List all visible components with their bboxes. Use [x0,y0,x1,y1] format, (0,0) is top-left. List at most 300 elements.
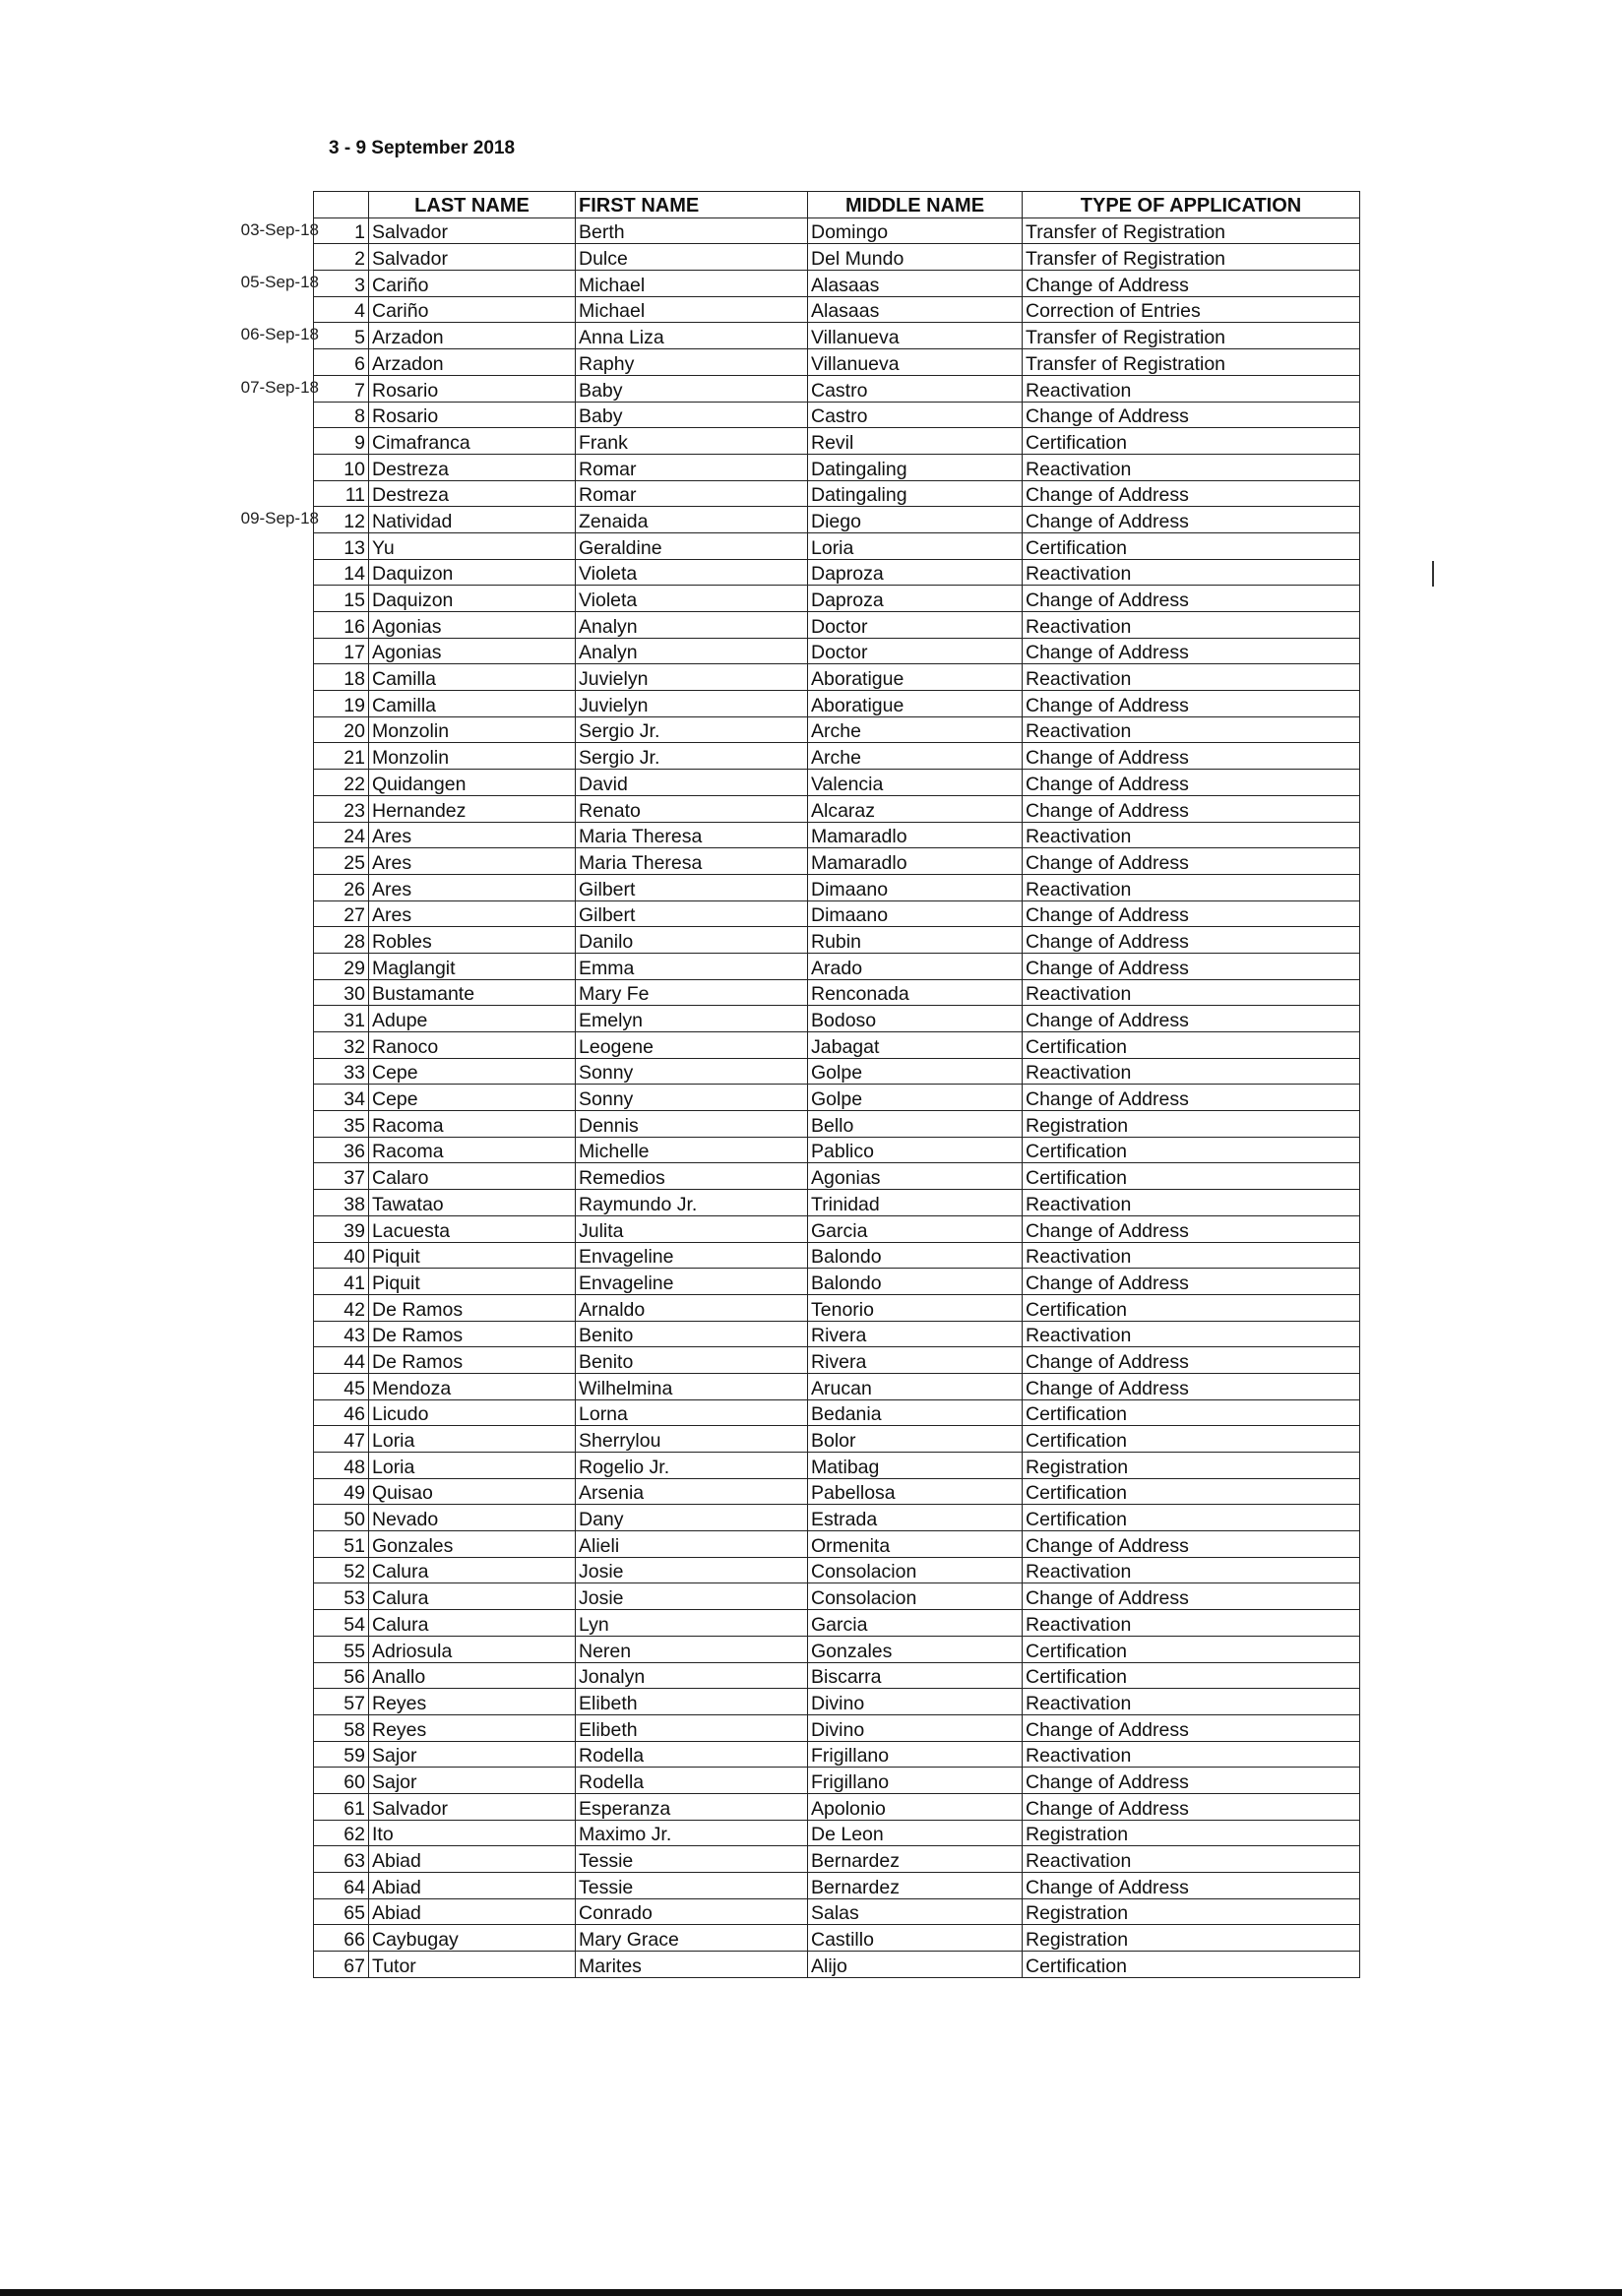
table-row [314,1453,1360,1479]
cell-middle-name: Tenorio [808,1294,1023,1321]
cell-row-number: 15 [314,586,369,612]
cell-application-type: Reactivation [1023,664,1360,691]
table-row [314,1163,1360,1190]
cell-middle-name: Aboratigue [808,664,1023,691]
cell-first-name: Josie [576,1583,808,1610]
cell-first-name: Zenaida [576,507,808,533]
table-row [314,1714,1360,1741]
table-row [314,1846,1360,1873]
cell-middle-name: Alijo [808,1952,1023,1978]
table-row [314,1741,1360,1768]
table-row [314,612,1360,639]
cell-last-name: Ares [369,848,576,875]
cell-middle-name: Divino [808,1689,1023,1715]
cell-row-number: 60 [314,1768,369,1794]
cell-first-name: Elibeth [576,1714,808,1741]
cell-application-type: Certification [1023,1662,1360,1689]
cell-application-type: Reactivation [1023,1242,1360,1269]
cell-last-name: Tutor [369,1952,576,1978]
cell-middle-name: Agonias [808,1163,1023,1190]
cell-middle-name: Del Mundo [808,244,1023,271]
table-row [314,874,1360,900]
header-last-name: LAST NAME [369,192,576,218]
cell-application-type: Reactivation [1023,1190,1360,1216]
row-date [224,1346,321,1373]
cell-first-name: Maximo Jr. [576,1820,808,1846]
cell-row-number: 30 [314,979,369,1006]
cell-first-name: Lyn [576,1610,808,1637]
cell-row-number: 8 [314,402,369,428]
cell-first-name: Analyn [576,638,808,664]
header-number [314,192,369,218]
cell-first-name: Rodella [576,1741,808,1768]
row-date [224,1031,321,1058]
cell-row-number: 65 [314,1898,369,1925]
cell-last-name: Racoma [369,1137,576,1163]
table-row [314,638,1360,664]
row-date [224,742,321,769]
cell-application-type: Registration [1023,1820,1360,1846]
cell-first-name: Analyn [576,612,808,639]
cell-middle-name: Salas [808,1898,1023,1925]
table-row [314,1242,1360,1269]
row-date [224,1478,321,1505]
cell-first-name: Leogene [576,1032,808,1059]
cell-last-name: Bustamante [369,979,576,1006]
cell-application-type: Change of Address [1023,271,1360,297]
cell-last-name: Rosario [369,375,576,402]
row-date [224,690,321,716]
cell-first-name: Baby [576,402,808,428]
cell-row-number: 4 [314,296,369,323]
cell-application-type: Reactivation [1023,1610,1360,1637]
table-row [314,428,1360,455]
cell-last-name: Cepe [369,1085,576,1111]
cell-application-type: Registration [1023,1898,1360,1925]
cell-last-name: Cepe [369,1058,576,1085]
cell-middle-name: Alcaraz [808,795,1023,822]
cell-middle-name: Pabellosa [808,1478,1023,1505]
cell-first-name: Anna Liza [576,323,808,349]
row-date [224,243,321,270]
cell-application-type: Transfer of Registration [1023,217,1360,244]
table-row [314,664,1360,691]
cell-last-name: Reyes [369,1714,576,1741]
cell-application-type: Change of Address [1023,402,1360,428]
cell-row-number: 28 [314,927,369,954]
cell-last-name: Ares [369,822,576,848]
cell-first-name: Gilbert [576,900,808,927]
cell-row-number: 57 [314,1689,369,1715]
table-row [314,848,1360,875]
row-date [224,1688,321,1714]
cell-first-name: Wilhelmina [576,1373,808,1399]
row-date: 03-Sep-18 [240,219,319,239]
cell-middle-name: Doctor [808,638,1023,664]
cell-first-name: Renato [576,795,808,822]
table-row [314,1557,1360,1583]
cell-row-number: 23 [314,795,369,822]
cell-first-name: Benito [576,1321,808,1347]
table-row [314,1820,1360,1846]
cell-middle-name: Renconada [808,979,1023,1006]
cell-row-number: 34 [314,1085,369,1111]
cell-application-type: Registration [1023,1111,1360,1138]
cell-row-number: 49 [314,1478,369,1505]
cell-middle-name: Consolacion [808,1557,1023,1583]
table-row [314,1583,1360,1610]
table-row [314,953,1360,979]
cell-last-name: Adupe [369,1006,576,1032]
cell-first-name: Emelyn [576,1006,808,1032]
cell-last-name: De Ramos [369,1321,576,1347]
cell-last-name: Calura [369,1583,576,1610]
cell-application-type: Certification [1023,1505,1360,1531]
cell-last-name: Salvador [369,244,576,271]
table-row [314,375,1360,402]
table-row [314,691,1360,717]
row-date [224,296,321,323]
cell-last-name: Calaro [369,1163,576,1190]
row-date: 09-Sep-18 [240,509,319,528]
row-date [224,1845,321,1872]
cell-middle-name: Arche [808,743,1023,770]
cell-last-name: Daquizon [369,586,576,612]
cell-row-number: 22 [314,770,369,796]
table-row [314,1294,1360,1321]
cell-middle-name: Garcia [808,1610,1023,1637]
cell-last-name: Abiad [369,1873,576,1899]
row-date [224,1189,321,1215]
table-row [314,1531,1360,1558]
cell-middle-name: Estrada [808,1505,1023,1531]
cell-last-name: Salvador [369,1793,576,1820]
cell-first-name: Gilbert [576,874,808,900]
table-row [314,716,1360,743]
row-date [224,953,321,979]
cell-first-name: Lorna [576,1399,808,1426]
table-header-row [314,192,1360,218]
cell-last-name: Tawatao [369,1190,576,1216]
cell-application-type: Reactivation [1023,716,1360,743]
cell-middle-name: Domingo [808,217,1023,244]
cell-first-name: Geraldine [576,532,808,559]
cell-middle-name: Datingaling [808,454,1023,480]
cell-middle-name: Aboratigue [808,691,1023,717]
cell-middle-name: Dimaano [808,874,1023,900]
cell-application-type: Change of Address [1023,586,1360,612]
row-date [224,1898,321,1925]
cell-row-number: 66 [314,1925,369,1952]
row-date [224,716,321,743]
cell-last-name: Mendoza [369,1373,576,1399]
cell-row-number: 62 [314,1820,369,1846]
cell-row-number: 52 [314,1557,369,1583]
cell-last-name: Adriosula [369,1636,576,1662]
cell-first-name: David [576,770,808,796]
cell-last-name: Caybugay [369,1925,576,1952]
cell-row-number: 39 [314,1215,369,1242]
row-date [224,1530,321,1557]
cell-middle-name: Revil [808,428,1023,455]
cell-last-name: Natividad [369,507,576,533]
row-date [224,1162,321,1189]
cell-last-name: Arzadon [369,349,576,376]
table-row [314,1898,1360,1925]
date-header-spacer [224,191,321,217]
table-row [314,1478,1360,1505]
cell-application-type: Change of Address [1023,638,1360,664]
cell-first-name: Elibeth [576,1689,808,1715]
cell-first-name: Neren [576,1636,808,1662]
row-date [224,427,321,454]
cell-row-number: 56 [314,1662,369,1689]
cell-application-type: Certification [1023,1032,1360,1059]
cell-row-number: 35 [314,1111,369,1138]
cell-row-number: 5 [314,323,369,349]
row-date [224,822,321,848]
row-date [224,1767,321,1793]
cell-last-name: Reyes [369,1689,576,1715]
cell-row-number: 37 [314,1163,369,1190]
cell-first-name: Rogelio Jr. [576,1453,808,1479]
cell-last-name: Camilla [369,691,576,717]
table-row [314,1190,1360,1216]
registration-table [313,191,1360,1978]
table-row [314,1426,1360,1453]
cell-application-type: Change of Address [1023,1269,1360,1295]
row-date [224,663,321,690]
cell-middle-name: Trinidad [808,1190,1023,1216]
cell-application-type: Certification [1023,1137,1360,1163]
cell-last-name: Sajor [369,1741,576,1768]
row-date [224,1924,321,1951]
cell-application-type: Reactivation [1023,1689,1360,1715]
cell-middle-name: Arche [808,716,1023,743]
cell-middle-name: Bernardez [808,1846,1023,1873]
cell-middle-name: Arado [808,953,1023,979]
cell-last-name: Nevado [369,1505,576,1531]
cell-middle-name: Castro [808,375,1023,402]
cell-middle-name: Apolonio [808,1793,1023,1820]
row-date [224,1137,321,1163]
cell-last-name: Cariño [369,271,576,297]
cell-application-type: Change of Address [1023,900,1360,927]
cell-middle-name: Rivera [808,1321,1023,1347]
cell-application-type: Reactivation [1023,979,1360,1006]
cell-middle-name: Villanueva [808,323,1023,349]
cell-first-name: Arsenia [576,1478,808,1505]
cell-row-number: 50 [314,1505,369,1531]
table-row [314,1347,1360,1374]
cell-middle-name: Balondo [808,1269,1023,1295]
cell-first-name: Baby [576,375,808,402]
cell-last-name: Destreza [369,480,576,507]
cell-application-type: Certification [1023,1426,1360,1453]
cell-application-type: Registration [1023,1453,1360,1479]
cell-middle-name: Garcia [808,1215,1023,1242]
table-row [314,1952,1360,1978]
cell-row-number: 32 [314,1032,369,1059]
cell-last-name: Rosario [369,402,576,428]
scan-artifact-mark [1432,561,1434,587]
cell-row-number: 31 [314,1006,369,1032]
cell-first-name: Dulce [576,244,808,271]
cell-last-name: Abiad [369,1846,576,1873]
row-date [224,1425,321,1452]
row-date [224,1058,321,1085]
cell-application-type: Reactivation [1023,1058,1360,1085]
cell-first-name: Juvielyn [576,691,808,717]
cell-row-number: 36 [314,1137,369,1163]
cell-application-type: Change of Address [1023,1215,1360,1242]
cell-last-name: Hernandez [369,795,576,822]
scan-bottom-edge [0,2289,1622,2296]
cell-row-number: 64 [314,1873,369,1899]
cell-last-name: De Ramos [369,1294,576,1321]
cell-last-name: Cimafranca [369,428,576,455]
row-date [224,1741,321,1768]
cell-last-name: Quisao [369,1478,576,1505]
cell-row-number: 1 [314,217,369,244]
cell-row-number: 24 [314,822,369,848]
table-row [314,1662,1360,1689]
cell-row-number: 26 [314,874,369,900]
cell-first-name: Tessie [576,1846,808,1873]
cell-row-number: 10 [314,454,369,480]
cell-row-number: 27 [314,900,369,927]
row-date [224,1820,321,1846]
cell-middle-name: Rivera [808,1347,1023,1374]
cell-last-name: Camilla [369,664,576,691]
cell-middle-name: Golpe [808,1085,1023,1111]
cell-row-number: 19 [314,691,369,717]
cell-first-name: Benito [576,1347,808,1374]
table-row [314,586,1360,612]
cell-application-type: Change of Address [1023,1793,1360,1820]
row-date [224,1399,321,1426]
cell-last-name: Cariño [369,296,576,323]
row-date [224,402,321,428]
cell-last-name: Agonias [369,612,576,639]
cell-last-name: Ares [369,874,576,900]
cell-middle-name: Diego [808,507,1023,533]
cell-middle-name: Datingaling [808,480,1023,507]
cell-last-name: Lacuesta [369,1215,576,1242]
cell-middle-name: Arucan [808,1373,1023,1399]
cell-last-name: Salvador [369,217,576,244]
cell-row-number: 16 [314,612,369,639]
cell-application-type: Change of Address [1023,1583,1360,1610]
table-row [314,323,1360,349]
row-date [224,847,321,874]
cell-middle-name: Golpe [808,1058,1023,1085]
row-date [224,1662,321,1689]
cell-middle-name: Frigillano [808,1768,1023,1794]
cell-application-type: Change of Address [1023,743,1360,770]
table-row [314,349,1360,376]
cell-first-name: Sergio Jr. [576,743,808,770]
cell-row-number: 7 [314,375,369,402]
cell-row-number: 40 [314,1242,369,1269]
cell-application-type: Reactivation [1023,454,1360,480]
cell-first-name: Raymundo Jr. [576,1190,808,1216]
row-date: 06-Sep-18 [240,325,319,344]
table-row [314,296,1360,323]
table-row [314,795,1360,822]
cell-first-name: Dany [576,1505,808,1531]
table-row [314,1505,1360,1531]
table-row [314,1689,1360,1715]
table-row [314,1137,1360,1163]
cell-last-name: Calura [369,1557,576,1583]
cell-application-type: Change of Address [1023,507,1360,533]
cell-middle-name: Biscarra [808,1662,1023,1689]
cell-row-number: 51 [314,1531,369,1558]
cell-application-type: Reactivation [1023,1557,1360,1583]
cell-first-name: Sherrylou [576,1426,808,1453]
cell-middle-name: Bedania [808,1399,1023,1426]
row-date [224,1951,321,1977]
table-row [314,217,1360,244]
cell-first-name: Sonny [576,1085,808,1111]
table-row [314,1085,1360,1111]
cell-row-number: 12 [314,507,369,533]
cell-first-name: Danilo [576,927,808,954]
row-date [224,900,321,927]
cell-application-type: Change of Address [1023,1714,1360,1741]
cell-last-name: Ares [369,900,576,927]
table-row [314,1321,1360,1347]
table-row [314,822,1360,848]
cell-middle-name: Bolor [808,1426,1023,1453]
cell-row-number: 38 [314,1190,369,1216]
table-row [314,1399,1360,1426]
cell-first-name: Frank [576,428,808,455]
table-row [314,1636,1360,1662]
row-date [224,1215,321,1242]
cell-last-name: Ranoco [369,1032,576,1059]
cell-first-name: Maria Theresa [576,822,808,848]
cell-application-type: Change of Address [1023,691,1360,717]
table-row [314,979,1360,1006]
cell-first-name: Emma [576,953,808,979]
cell-middle-name: Loria [808,532,1023,559]
cell-middle-name: Divino [808,1714,1023,1741]
row-date: 07-Sep-18 [240,377,319,397]
cell-row-number: 43 [314,1321,369,1347]
cell-last-name: Licudo [369,1399,576,1426]
table-row [314,1269,1360,1295]
cell-middle-name: Alasaas [808,271,1023,297]
cell-row-number: 3 [314,271,369,297]
header-type-of-application: TYPE OF APPLICATION [1023,192,1360,218]
cell-application-type: Certification [1023,428,1360,455]
cell-last-name: Agonias [369,638,576,664]
cell-row-number: 48 [314,1453,369,1479]
cell-first-name: Dennis [576,1111,808,1138]
table-row [314,1373,1360,1399]
cell-application-type: Certification [1023,1294,1360,1321]
cell-last-name: Gonzales [369,1531,576,1558]
cell-last-name: Destreza [369,454,576,480]
cell-row-number: 18 [314,664,369,691]
cell-application-type: Reactivation [1023,1741,1360,1768]
row-date [224,638,321,664]
table-row [314,1610,1360,1637]
row-date [224,1321,321,1347]
cell-first-name: Sonny [576,1058,808,1085]
